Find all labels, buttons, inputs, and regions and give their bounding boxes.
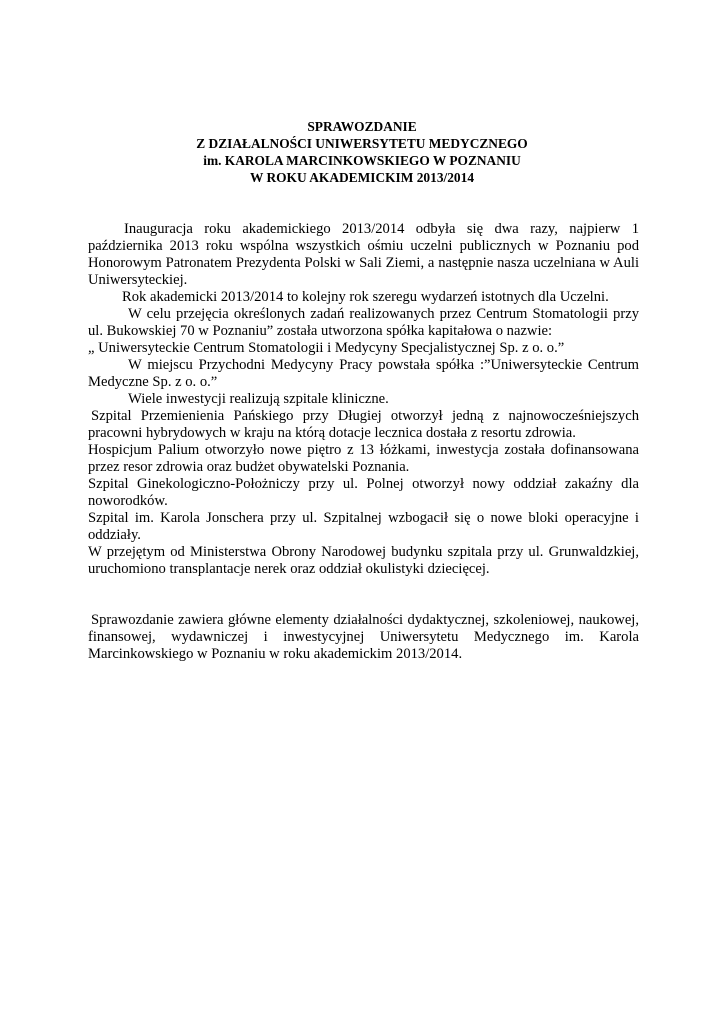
paragraph-investments: Wiele inwestycji realizują szpitale kliniczne. — [128, 391, 389, 407]
paragraph-jonscher-hospital: Szpital im. Karola Jonschera przy ul. Szpitalnej wzbogacił się o nowe bloki operacyjne i oddziały. — [88, 510, 639, 543]
paragraph-summary: Sprawozdanie zawiera główne elementy działalności dydaktycznej, szkoleniowej, naukowej, finansowej, wydawniczej i inwestycyjnej Uniwersytetu Medycznego im. Karola Marcinkowskiego w Poznaniu w roku akademickim 2013/2014. — [88, 612, 639, 662]
paragraph-events: Rok akademicki 2013/2014 to kolejny rok szeregu wydarzeń istotnych dla Uczelni. — [122, 289, 609, 305]
title-line-2: Z DZIAŁALNOŚCI UNIWERSYTETU MEDYCZNEGO — [196, 136, 528, 151]
report-title — [88, 118, 636, 186]
paragraph-occupational-medicine: W miejscu Przychodni Medycyny Pracy powstała spółka :”Uniwersyteckie Centrum Medyczne Sp. z o. o.” — [88, 357, 639, 390]
paragraph-gynecology-hospital: Szpital Ginekologiczno-Położniczy przy ul. Polnej otworzył nowy oddział zakaźny dla noworodków. — [88, 476, 639, 509]
title-line-3: im. KAROLA MARCINKOWSKIEGO W POZNANIU — [203, 153, 521, 168]
paragraph-inauguration: Inauguracja roku akademickiego 2013/2014 odbyła się dwa razy, najpierw 1 października 2013 roku wspólna wszystkich ośmiu uczelni publicznych w Poznaniu pod Honorowym Patronatem Prezydenta Polski w Sali Ziemi, a następnie nasza uczelniana w Auli Uniwersyteckiej. — [88, 221, 639, 288]
paragraph-transfiguration-hospital: Szpital Przemienienia Pańskiego przy Długiej otworzył jedną z najnowocześniejszych pracowni hybrydowych w kraju na którą dotacje lecznica dostała z resortu zdrowia. — [88, 408, 639, 441]
title-line-4: W ROKU AKADEMICKIM 2013/2014 — [249, 170, 475, 185]
paragraph-company-name: „ Uniwersyteckie Centrum Stomatologii i Medycyny Specjalistycznej Sp. z o. o.” — [88, 340, 565, 356]
paragraph-spacer — [88, 578, 639, 612]
report-body — [88, 221, 639, 663]
paragraph-palium-hospice: Hospicjum Palium otworzyło nowe piętro z 13 łóżkami, inwestycja została dofinansowana przez resor zdrowia oraz budżet obywatelski Poznania. — [88, 442, 639, 475]
paragraph-company-intro: W celu przejęcia określonych zadań realizowanych przez Centrum Stomatologii przy ul. Bukowskiej 70 w Poznaniu” została utworzona spółka kapitałowa o nazwie: — [88, 306, 639, 339]
title-line-1: SPRAWOZDANIE — [307, 119, 417, 134]
paragraph-grunwaldzka-hospital: W przejętym od Ministerstwa Obrony Narodowej budynku szpitala przy ul. Grunwaldzkiej, uruchomiono transplantacje nerek oraz oddział okulistyki dziecięcej. — [88, 544, 639, 577]
